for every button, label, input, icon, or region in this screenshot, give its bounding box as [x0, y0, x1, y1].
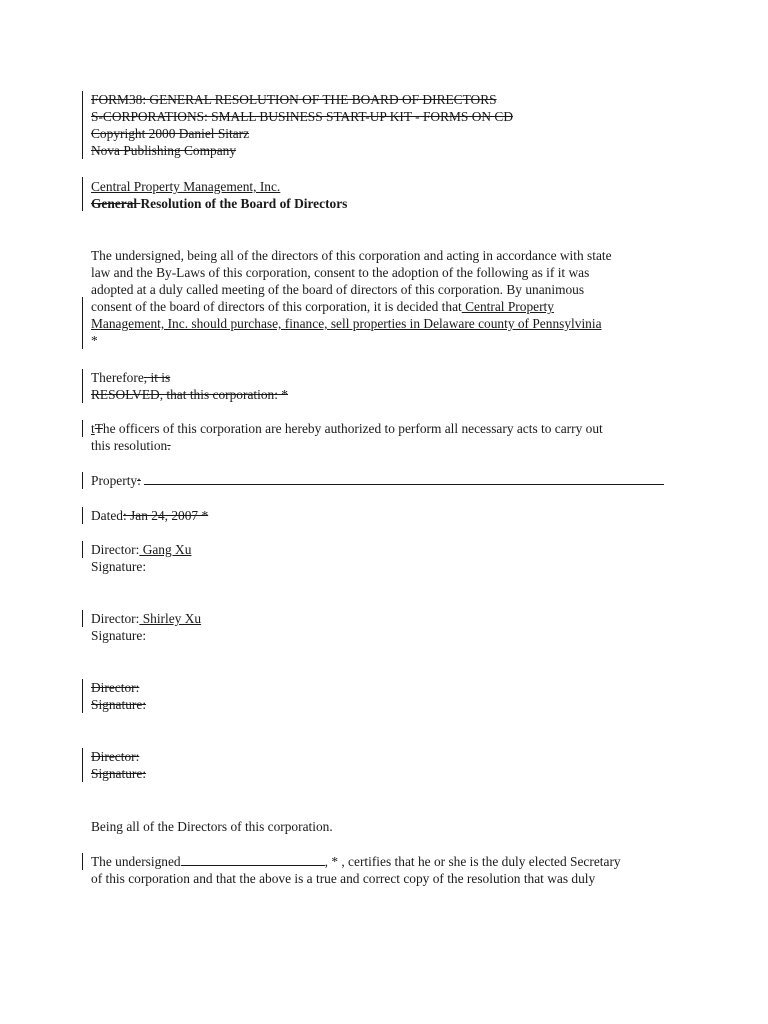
body-text: consent of the board of directors of this corporation, it is decided that: [91, 299, 462, 314]
header-line: S-CORPORATIONS: SMALL BUSINESS START-UP KIT - FORMS ON CD: [91, 109, 513, 124]
header-line: Nova Publishing Company: [91, 143, 237, 158]
form-header: [91, 91, 691, 159]
deleted-director-block: [91, 679, 691, 713]
secretary-text: , * , certifies that he or she is the duly elected Secretary: [324, 854, 621, 869]
deleted-word: General: [91, 196, 141, 211]
change-bar: [82, 472, 83, 489]
signature-label: Signature:: [91, 697, 147, 712]
inserted-text: t: [91, 421, 95, 436]
change-bar: [82, 541, 83, 558]
dated-line: [91, 507, 691, 524]
company-name: Central Property Management, Inc.: [91, 179, 281, 194]
property-line: [91, 472, 691, 489]
property-label: Property: [91, 473, 138, 488]
body-line: The undersigned, being all of the directors of this corporation and acting in accordance with state: [91, 248, 612, 263]
director-name: Gang Xu: [139, 542, 192, 557]
deleted-text: T: [94, 421, 103, 436]
therefore-clause: [91, 369, 691, 403]
change-bar: [82, 679, 83, 713]
director-name: Shirley Xu: [139, 611, 202, 626]
property-blank[interactable]: [144, 472, 664, 485]
deleted-text: .: [167, 438, 171, 453]
officers-clause: [91, 420, 691, 454]
therefore-text: Therefore: [91, 370, 144, 385]
secretary-certification: [91, 853, 691, 887]
director-label: Director:: [91, 542, 140, 557]
header-line: Copyright 2000 Daniel Sitarz: [91, 126, 250, 141]
signature-label: Signature:: [91, 559, 147, 574]
signature-label: Signature:: [91, 628, 147, 643]
change-bar: [82, 177, 83, 211]
change-bar: [82, 748, 83, 782]
change-bar: [82, 507, 83, 524]
director-label: Director:: [91, 680, 140, 695]
inserted-text: Management, Inc. should purchase, finance, sell properties in Delaware county of Pennsylvinia: [91, 316, 602, 331]
director-label: Director:: [91, 749, 140, 764]
deleted-director-block: [91, 748, 691, 782]
deleted-text: : Jan 24, 2007 *: [122, 508, 209, 523]
change-bar: [82, 853, 83, 870]
secretary-text: of this corporation and that the above is a true and correct copy of the resolution that was duly: [91, 871, 596, 886]
deleted-text: :: [137, 473, 141, 488]
secretary-name-blank[interactable]: [181, 853, 325, 866]
body-marker: *: [91, 333, 98, 348]
officers-text: he officers of this corporation are hereby authorized to perform all necessary acts to carry out: [102, 421, 603, 436]
director-label: Director:: [91, 611, 140, 626]
change-bar: [82, 420, 83, 437]
change-bar: [82, 91, 83, 159]
dated-label: Dated: [91, 508, 123, 523]
change-bar: [82, 369, 83, 403]
signature-label: Signature:: [91, 766, 147, 781]
body-paragraph: [91, 247, 691, 349]
director-block: [91, 610, 691, 644]
secretary-text: The undersigned: [91, 854, 181, 869]
closing-line: [91, 818, 691, 835]
header-line: FORM38: GENERAL RESOLUTION OF THE BOARD OF DIRECTORS: [91, 92, 497, 107]
change-bar: [82, 610, 83, 627]
title-heading: Resolution of the Board of Directors: [140, 196, 348, 211]
body-line: adopted at a duly called meeting of the board of directors of this corporation. By unanimous: [91, 282, 585, 297]
resolution-title: [91, 178, 691, 212]
change-bar: [82, 297, 83, 349]
body-line: law and the By-Laws of this corporation, consent to the adoption of the following as if it was: [91, 265, 590, 280]
deleted-text: , it is: [143, 370, 171, 385]
director-block: [91, 541, 691, 575]
officers-text: this resolution: [91, 438, 168, 453]
inserted-text: Central Property: [461, 299, 554, 314]
closing-text: Being all of the Directors of this corporation.: [91, 819, 333, 834]
deleted-text: RESOLVED, that this corporation: *: [91, 387, 289, 402]
